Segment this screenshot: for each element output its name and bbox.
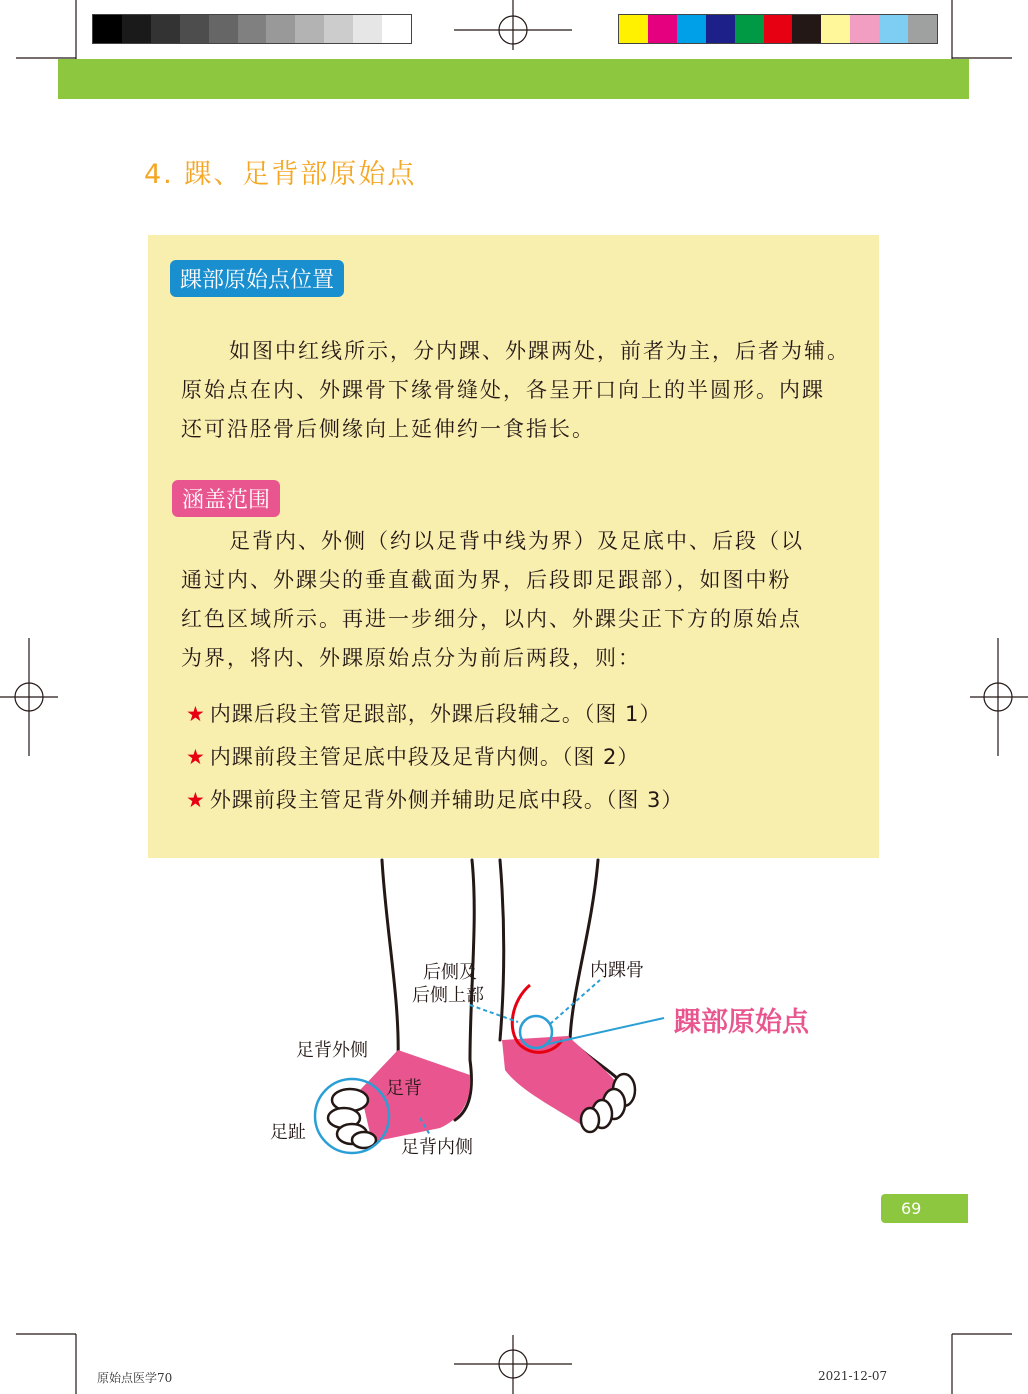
label-inner-ankle: 内踝骨 xyxy=(590,960,644,981)
section-title: 4. 踝、足背部原始点 xyxy=(144,159,417,190)
coverage-line-4: 为界，将内、外踝原始点分为前后两段，则： xyxy=(181,646,641,670)
location-tag: 踝部原始点位置 xyxy=(170,260,344,297)
label-ankle-point: 踝部原始点 xyxy=(674,1007,809,1038)
label-back-side-1: 后侧及 xyxy=(423,962,477,983)
star-icon: ★ xyxy=(186,788,206,812)
footer-left: 原始点医学70 xyxy=(97,1371,173,1385)
bullet-1: ★ 内踝后段主管足跟部，外踝后段辅之。（图 1） xyxy=(186,702,662,726)
footer-right: 2021-12-07 xyxy=(818,1369,888,1383)
label-toes: 足趾 xyxy=(270,1122,306,1143)
location-line-3: 还可沿胫骨后侧缘向上延伸约一食指长。 xyxy=(181,417,595,441)
bullet-3: ★ 外踝前段主管足背外侧并辅助足底中段。（图 3） xyxy=(186,788,684,812)
coverage-line-1: 足背内、外侧（约以足背中线为界）及足底中、后段（以 xyxy=(229,529,804,553)
label-dorsum-inner: 足背内侧 xyxy=(401,1137,473,1158)
bullet-2: ★ 内踝前段主管足底中段及足背内侧。（图 2） xyxy=(186,745,640,769)
label-dorsum: 足背 xyxy=(386,1078,422,1099)
page-number: 69 xyxy=(881,1194,968,1223)
star-icon: ★ xyxy=(186,702,206,726)
location-line-1: 如图中红线所示，分内踝、外踝两处，前者为主，后者为辅。 xyxy=(229,339,850,363)
coverage-tag: 涵盖范围 xyxy=(172,480,280,517)
location-line-2: 原始点在内、外踝骨下缘骨缝处，各呈开口向上的半圆形。内踝 xyxy=(181,378,825,402)
label-dorsum-outer: 足背外侧 xyxy=(296,1040,368,1061)
star-icon: ★ xyxy=(186,745,206,769)
coverage-line-3: 红色区域所示。再进一步细分，以内、外踝尖正下方的原始点 xyxy=(181,607,802,631)
coverage-line-2: 通过内、外踝尖的垂直截面为界，后段即足跟部），如图中粉 xyxy=(181,568,792,592)
label-back-side-2: 后侧上部 xyxy=(412,985,484,1006)
